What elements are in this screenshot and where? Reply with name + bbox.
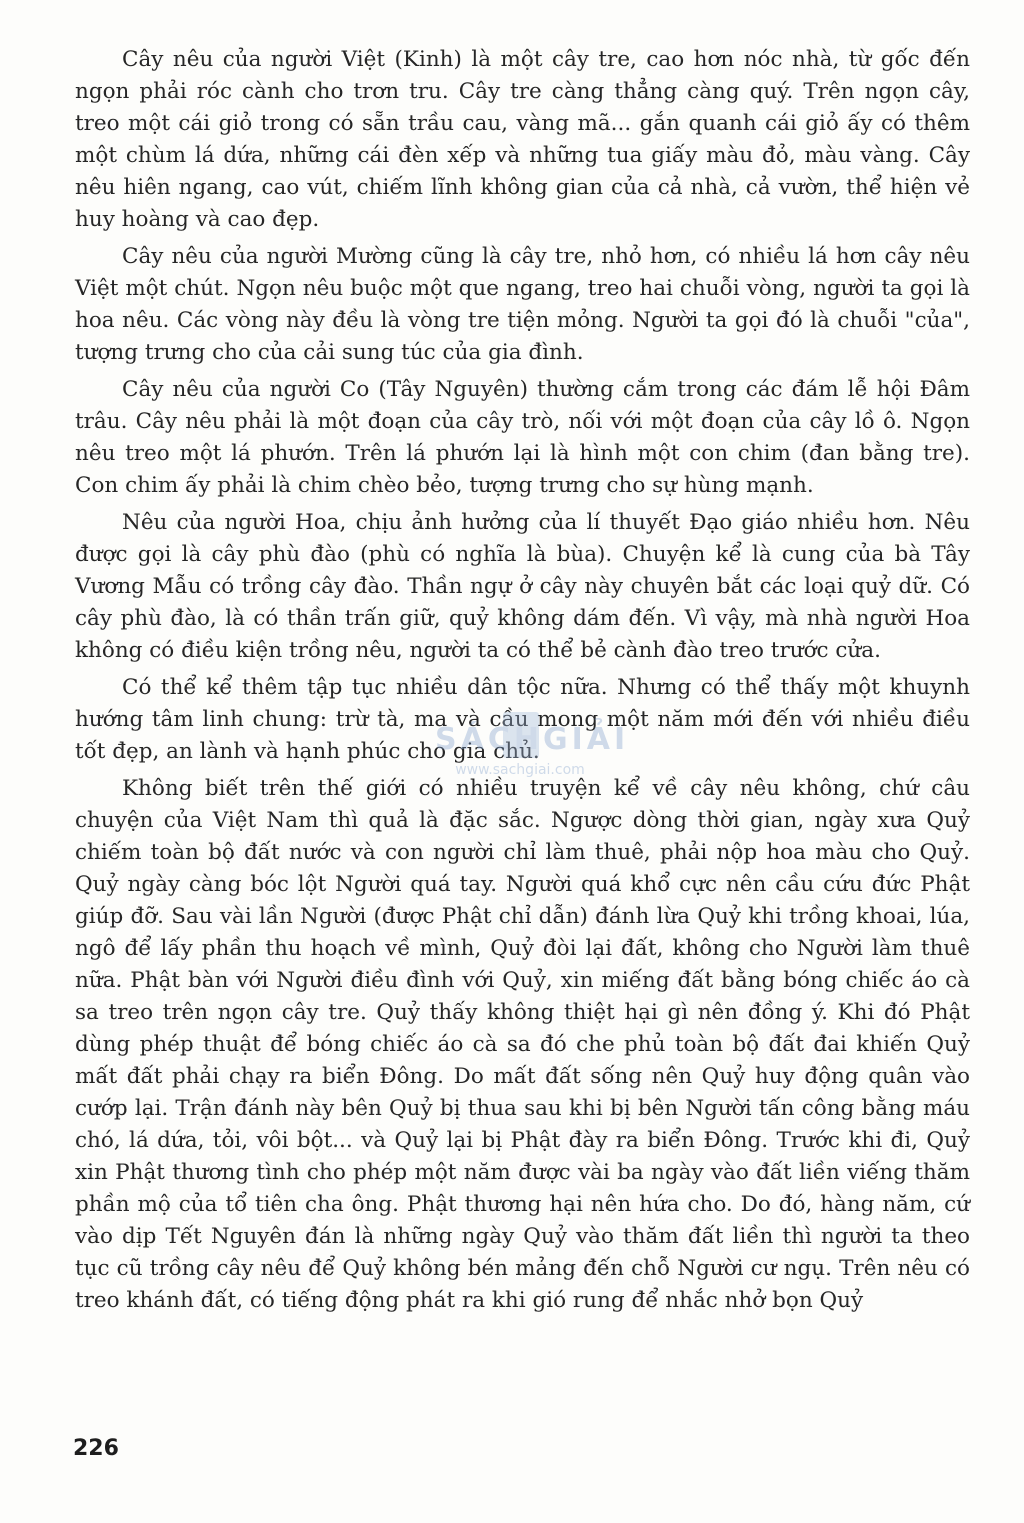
body-text — [75, 44, 970, 1322]
paragraph-legend: Không biết trên thế giới có nhiều truyện kể về cây nêu không, chứ câu chuyện của Việt Nam thì quả là đặc sắc. Ngược dòng thời gian, ngày xưa Quỷ chiếm toàn bộ đất nước và con người chỉ làm thuê, phải nộp hoa màu cho Quỷ. Quỷ ngày càng bóc lột Người quá tay. Người quá khổ cực nên cầu cứu đức Phật giúp đỡ. Sau vài lần Người (được Phật chỉ dẫn) đánh lừa Quỷ khi trồng khoai, lúa, ngô để lấy phần thu hoạch về mình, Quỷ đòi lại đất, không cho Người làm thuê nữa. Phật bàn với Người điều đình với Quỷ, xin miếng đất bằng bóng chiếc áo cà sa treo trên ngọn cây tre. Quỷ thấy không thiệt hại gì nên đồng ý. Khi đó Phật dùng phép thuật để bóng chiếc áo cà sa đó che phủ toàn bộ đất đai khiến Quỷ mất đất phải chạy ra biển Đông. Do mất đất sống nên Quỷ huy động quân vào cướp lại. Trận đánh này bên Quỷ bị thua sau khi bị bên Người tấn công bằng máu chó, lá dứa, tỏi, vôi bột... và Quỷ lại bị Phật đày ra biển Đông. Trước khi đi, Quỷ xin Phật thương tình cho phép một năm được vài ba ngày vào đất liền viếng thăm phần mộ của tổ tiên cha ông. Phật thương hại nên hứa cho. Do đó, hàng năm, cứ vào dịp Tết Nguyên đán là những ngày Quỷ vào thăm đất liền thì người ta theo tục cũ trồng cây nêu để Quỷ không bén mảng đến chỗ Người cư ngụ. Trên nêu có treo khánh đất, có tiếng động phát ra khi gió rung để nhắc nhở bọn Quỷ — [75, 776, 970, 1313]
paragraph-co: Cây nêu của người Co (Tây Nguyên) thường cắm trong các đám lễ hội Đâm trâu. Cây nêu phải là một đoạn của cây trò, nối với một đoạn của cây lồ ô. Ngọn nêu treo một lá phướn. Trên lá phướn lại là hình một con chim (đan bằng tre). Con chim ấy phải là chim chèo bẻo, tượng trưng cho sự hùng mạnh. — [75, 377, 970, 498]
page-number: 226 — [73, 1436, 119, 1461]
paragraph-muong: Cây nêu của người Mường cũng là cây tre, nhỏ hơn, có nhiều lá hơn cây nêu Việt một chút. Ngọn nêu buộc một que ngang, treo hai chuỗi vòng, người ta gọi là hoa nêu. Các vòng này đều là vòng tre tiện mỏng. Người ta gọi đó là chuỗi "của", tượng trưng cho của cải sung túc của gia đình. — [75, 244, 970, 365]
paragraph-common-spirituality: Có thể kể thêm tập tục nhiều dân tộc nữa. Nhưng có thể thấy một khuynh hướng tâm linh chung: trừ tà, ma và cầu mong một năm mới đến với nhiều điều tốt đẹp, an lành và hạnh phúc cho gia chủ. — [75, 675, 970, 764]
paragraph-viet-kinh: Cây nêu của người Việt (Kinh) là một cây tre, cao hơn nóc nhà, từ gốc đến ngọn phải róc cành cho trơn tru. Cây tre càng thẳng càng quý. Trên ngọn cây, treo một cái giỏ trong có sẵn trầu cau, vàng mã... gắn quanh cái giỏ ấy có thêm một chùm lá dứa, những cái đèn xếp và những tua giấy màu đỏ, màu vàng. Cây nêu hiên ngang, cao vút, chiếm lĩnh không gian của cả nhà, cả vườn, thể hiện vẻ huy hoàng và cao đẹp. — [75, 47, 970, 232]
watermark-url: www.sachgiai.com — [455, 762, 585, 778]
paragraph-hoa: Nêu của người Hoa, chịu ảnh hưởng của lí thuyết Đạo giáo nhiều hơn. Nêu được gọi là cây phù đào (phù có nghĩa là bùa). Chuyện kể là cung của bà Tây Vương Mẫu có trồng cây đào. Thần ngự ở cây này chuyên bắt các loại quỷ dữ. Có cây phù đào, là có thần trấn giữ, quỷ không dám đến. Vì vậy, mà nhà người Hoa không có điều kiện trồng nêu, người ta có thể bẻ cành đào treo trước cửa. — [75, 510, 970, 663]
watermark-title: SÁCHGIẢI — [435, 722, 630, 757]
